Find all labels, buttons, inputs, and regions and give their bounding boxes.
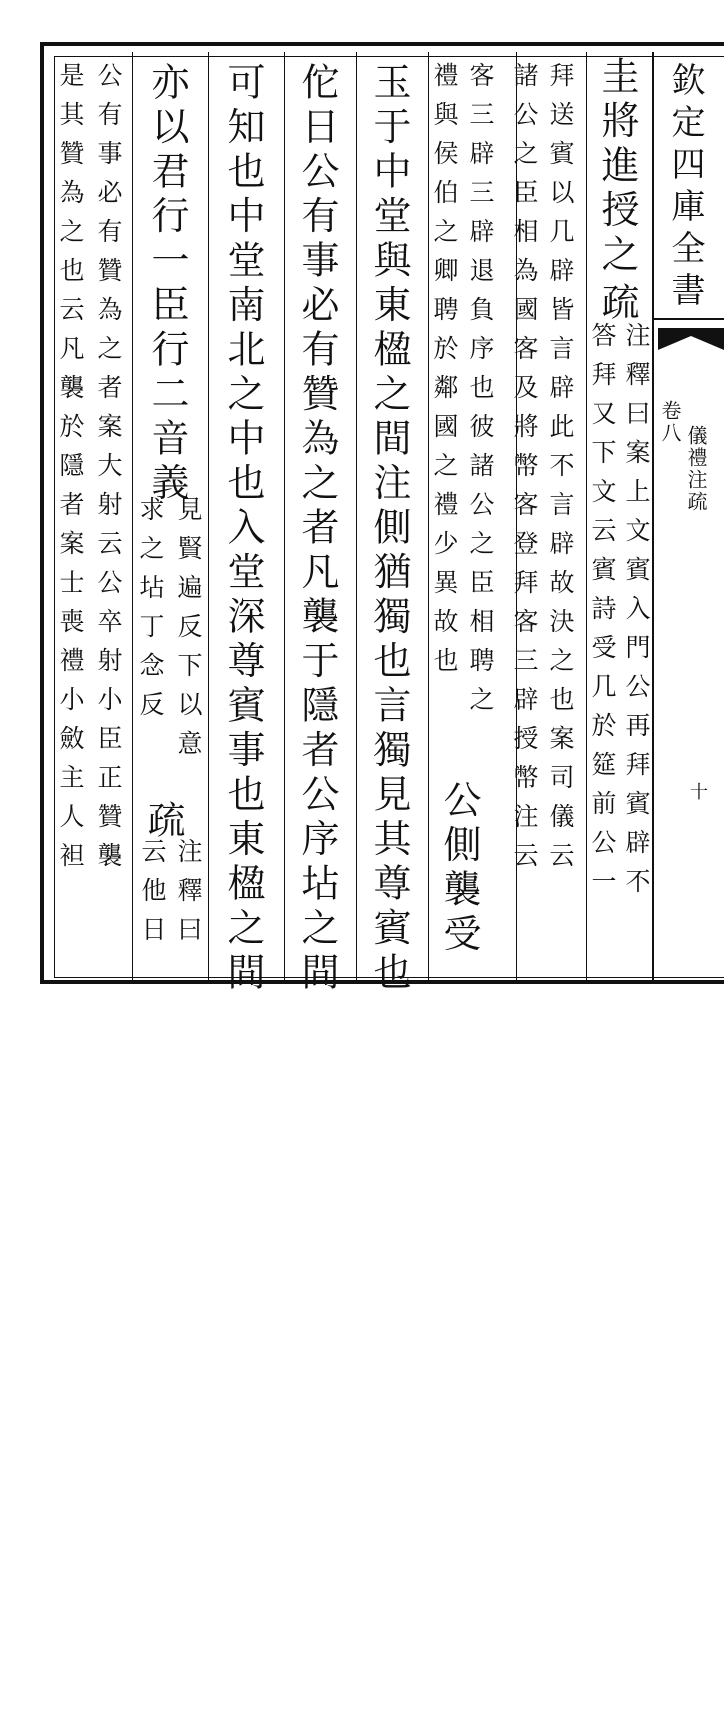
text-column: 玉于中堂與東楹之間注側猶獨也言獨見其尊賓也 [367, 62, 411, 997]
ear-volume-label: 卷八 [658, 400, 682, 444]
column-divider [284, 52, 285, 982]
annotation-column: 諸公之臣相為國客及將幣客登拜客三辟授幣注云 [510, 62, 539, 881]
text-column: 圭將進授之 [595, 56, 639, 279]
annotation-column: 注釋曰 [174, 838, 203, 955]
column-divider [356, 52, 357, 982]
annotation-column: 拜送賓以几辟皆言辟此不言辟故決之也案司儀云 [546, 62, 575, 881]
column-divider [132, 52, 133, 982]
column-divider [428, 52, 429, 982]
column-divider [208, 52, 209, 982]
text-column: 佗日公有事必有贊為之者凡襲于隱者公序坫之間 [295, 62, 339, 997]
text-column: 疏 [595, 282, 639, 327]
ear-divider-top [652, 318, 724, 320]
annotation-column: 見賢遍反下以意 [174, 496, 203, 769]
annotation-column: 禮與侯伯之卿聘於鄰國之禮少異故也 [430, 62, 459, 686]
column-divider [586, 52, 587, 982]
ear-collection-title: 欽定四庫全書 [665, 62, 705, 314]
annotation-column: 求之坫丁念反 [136, 496, 165, 730]
annotation-column: 云他日 [138, 838, 167, 955]
text-column: 公側襲受 [437, 780, 481, 958]
fishtail-mark-icon [658, 328, 724, 350]
text-column: 疏 [141, 800, 185, 845]
annotation-column: 客三辟三辟退負序也彼諸公之臣相聘之 [466, 62, 495, 725]
annotation-column: 答拜又下文云賓詩受几於筵前公一 [588, 322, 617, 907]
annotation-column: 公有事必有贊為之者案大射云公卒射小臣正贊襲 [94, 62, 123, 881]
annotation-column: 是其贊為之也云凡襲於隱者案士喪禮小斂主人袒 [56, 62, 85, 881]
text-column: 可知也中堂南北之中也入堂深尊賓事也東楹之間 [221, 62, 265, 997]
annotation-column: 注釋曰案上文賓入門公再拜賓辟不 [622, 322, 651, 907]
text-column: 亦以君行一臣行二音義 [145, 62, 189, 507]
ear-page-number: 十 [690, 782, 708, 803]
ear-book-title: 儀禮注疏 [684, 425, 708, 513]
